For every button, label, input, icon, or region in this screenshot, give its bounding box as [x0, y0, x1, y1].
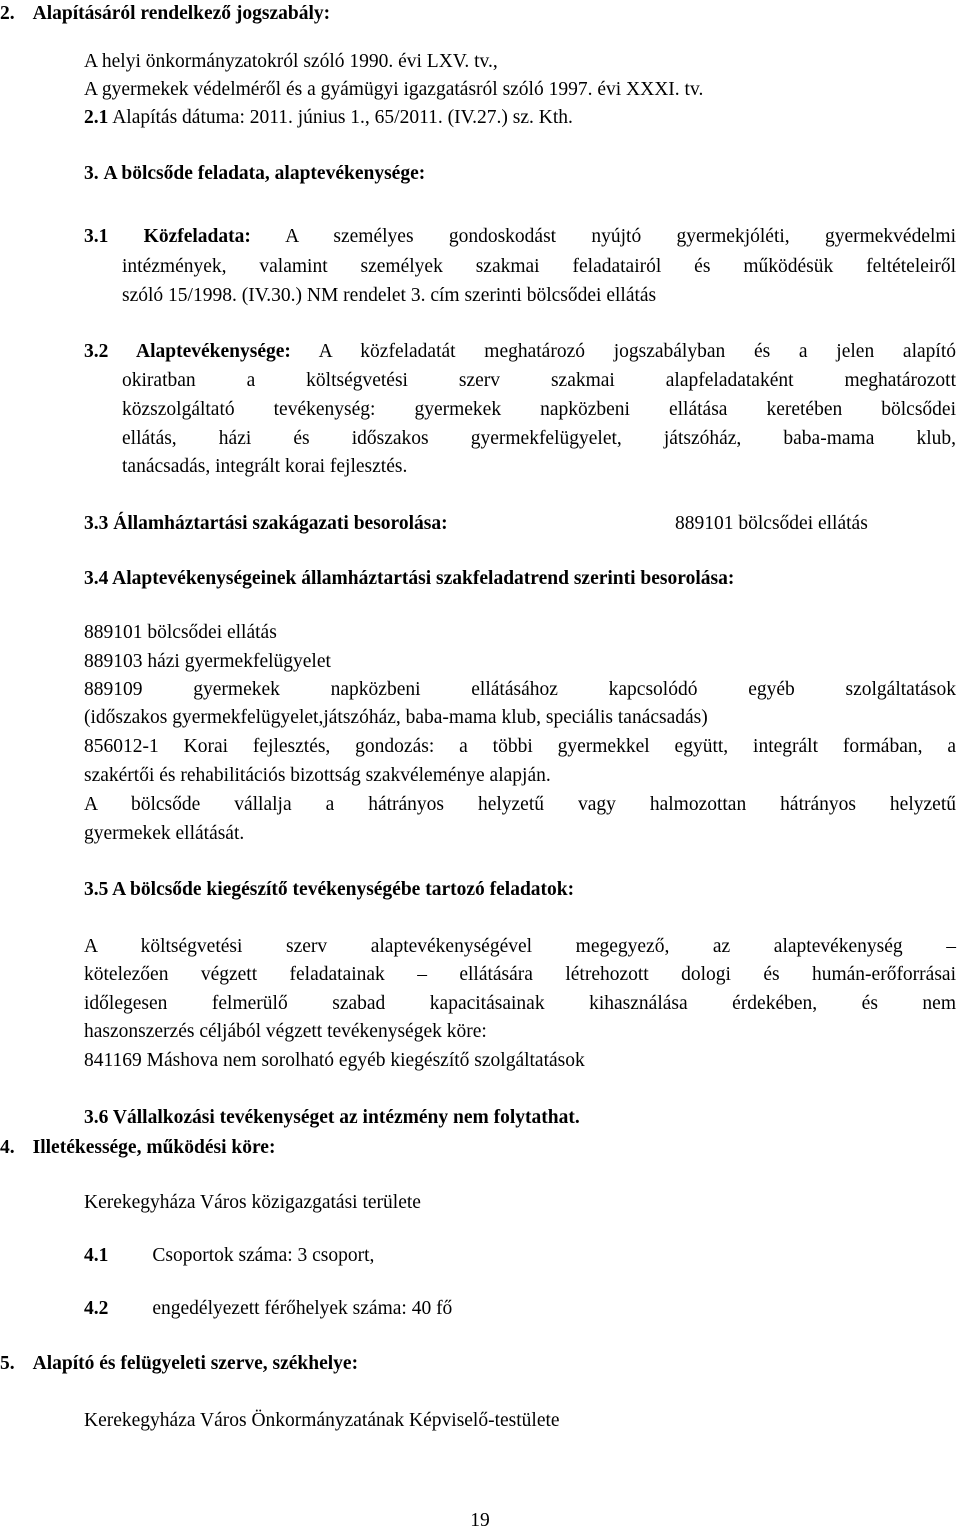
- p32-line-2: okiratban a költségvetési szerv szakmai alapfeladataként meghatározott: [122, 370, 956, 391]
- p31-text-1: A személyes gondoskodást nyújtó gyermekjóléti, gyermekvédelmi: [285, 226, 956, 247]
- p36-heading: [84, 1106, 580, 1130]
- page-number: 19: [470, 1510, 490, 1531]
- section-5-heading: [0, 1352, 358, 1376]
- section-2-number: 2.: [0, 3, 15, 24]
- p34-line-2: 889103 házi gyermekfelügyelet: [84, 651, 331, 672]
- p34-line-1: 889101 bölcsődei ellátás: [84, 622, 277, 643]
- section-4-heading: [0, 1136, 275, 1160]
- p34-line-8: gyermekek ellátását.: [84, 823, 245, 844]
- p34-head: 3.4 Alaptevékenységeinek államháztartási szakfeladatrend szerinti besorolása:: [84, 568, 735, 589]
- p31-line-2: intézmények, valamint személyek szakmai feladatairól és működésük feltételeiről: [122, 256, 956, 277]
- p34-line-7: A bölcsőde vállalja a hátrányos helyzetű vagy halmozottan hátrányos helyzetű: [84, 794, 956, 815]
- p35-line-1: A költségvetési szerv alaptevékenységével megegyező, az alaptevékenység –: [84, 936, 956, 957]
- p33-heading: [84, 512, 448, 536]
- p42-text: engedélyezett férőhelyek száma: 40 fő: [152, 1298, 453, 1319]
- p32-line-1: [84, 340, 956, 364]
- p31-head: 3.1 Közfeladata:: [84, 226, 251, 247]
- p35-heading: [84, 878, 574, 902]
- p41-number: 4.1: [84, 1245, 109, 1266]
- section-3-number: 3.: [84, 163, 99, 184]
- section-5-number: 5.: [0, 1353, 15, 1374]
- section-4-number: 4.: [0, 1137, 15, 1158]
- foundation-text: Alapítás dátuma: 2011. június 1., 65/2011. (IV.27.) sz. Kth.: [112, 107, 573, 128]
- section-2-title: Alapításáról rendelkező jogszabály:: [32, 3, 331, 24]
- p33-value: 889101 bölcsődei ellátás: [675, 513, 868, 534]
- p34-line-5: 856012-1 Korai fejlesztés, gondozás: a többi gyermekkel együtt, integrált formában, a: [84, 736, 956, 757]
- section-4-text: Kerekegyháza Város közigazgatási területe: [84, 1192, 421, 1213]
- p35-line-2: kötelezően végzett feladatainak – ellátására létrehozott dologi és humán-erőforrásai: [84, 964, 956, 985]
- p32-head: 3.2 Alaptevékenysége:: [84, 341, 291, 362]
- section-5-title: Alapító és felügyeleti szerve, székhelye:: [32, 1353, 359, 1374]
- p36-head: 3.6 Vállalkozási tevékenységet az intézmény nem folytathat.: [84, 1107, 580, 1128]
- p35-line-4: haszonszerzés céljából végzett tevékenységek köre:: [84, 1021, 487, 1042]
- p34-line-6: szakértői és rehabilitációs bizottság szakvéleménye alapján.: [84, 765, 551, 786]
- law-line-2: A gyermekek védelméről és a gyámügyi igazgatásról szóló 1997. évi XXXI. tv.: [84, 79, 704, 100]
- p34-line-4: (időszakos gyermekfelügyelet,játszóház, baba-mama klub, speciális tanácsadás): [84, 707, 708, 728]
- section-3-title: A bölcsőde feladata, alaptevékenysége:: [103, 163, 426, 184]
- p34-line-3: 889109 gyermekek napközbeni ellátásához kapcsolódó egyéb szolgáltatások: [84, 679, 956, 700]
- foundation-number: 2.1: [84, 107, 109, 128]
- law-line-1: A helyi önkormányzatokról szóló 1990. évi LXV. tv.,: [84, 51, 498, 72]
- p32-line-3: közszolgáltató tevékenység: gyermekek napközbeni ellátása keretében bölcsődei: [122, 399, 956, 420]
- p41-text: Csoportok száma: 3 csoport,: [152, 1245, 375, 1266]
- p42-number: 4.2: [84, 1298, 109, 1319]
- section-4-title: Illetékessége, működési köre:: [32, 1137, 276, 1158]
- p31-line-3: szóló 15/1998. (IV.30.) NM rendelet 3. cím szerinti bölcsődei ellátás: [122, 285, 657, 306]
- foundation-date: [84, 106, 573, 130]
- p32-text-1: A közfeladatát meghatározó jogszabályban és a jelen alapító: [318, 341, 956, 362]
- section-2-heading: [0, 2, 330, 26]
- p35-head: 3.5 A bölcsőde kiegészítő tevékenységébe tartozó feladatok:: [84, 879, 575, 900]
- p41: [84, 1244, 374, 1268]
- p32-line-5: tanácsadás, integrált korai fejlesztés.: [122, 456, 408, 477]
- p35-line-5: 841169 Máshova nem sorolható egyéb kiegészítő szolgáltatások: [84, 1050, 585, 1071]
- p35-line-3: időlegesen felmerülő szabad kapacitásainak kihasználása érdekében, és nem: [84, 993, 956, 1014]
- p33-head: 3.3 Államháztartási szakágazati besorolása:: [84, 513, 448, 534]
- p32-line-4: ellátás, házi és időszakos gyermekfelügyelet, játszóház, baba-mama klub,: [122, 428, 956, 449]
- section-3-heading: [84, 162, 425, 186]
- p31-line-1: [84, 225, 956, 249]
- p42: [84, 1297, 452, 1321]
- p34-heading: [84, 567, 734, 591]
- section-5-text: Kerekegyháza Város Önkormányzatának Képviselő-testülete: [84, 1410, 560, 1431]
